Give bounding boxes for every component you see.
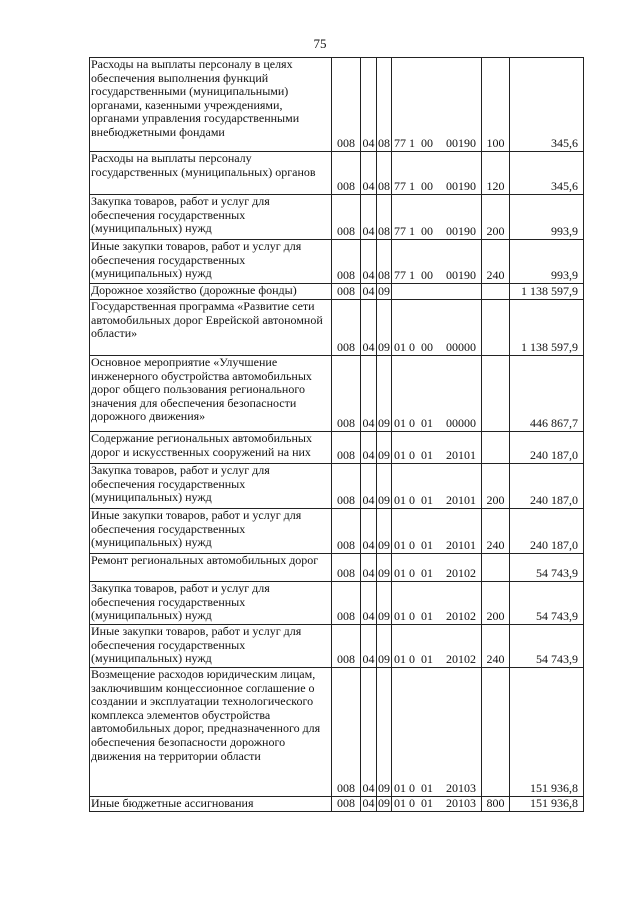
amount: 54 743,9	[510, 625, 584, 668]
ministry-code: 008	[332, 464, 361, 509]
program-code-part: 00190	[446, 179, 476, 194]
section-code: 04	[362, 796, 375, 811]
program-code-part: 0	[409, 538, 415, 553]
amount: 54 743,9	[510, 582, 584, 625]
program-code-part: 00	[421, 340, 433, 355]
program-code-part: 00190	[446, 224, 476, 239]
expense-type-code: 800	[482, 797, 510, 812]
table-body	[90, 58, 584, 812]
program-code	[392, 356, 482, 432]
subsection-code: 08	[377, 58, 392, 152]
program-code	[392, 464, 482, 509]
expense-type-code: 240	[482, 509, 510, 554]
subsection-code: 09	[378, 796, 390, 811]
table-row	[90, 195, 584, 240]
expense-type-code	[482, 668, 510, 797]
program-code-part: 20103	[446, 796, 476, 811]
ministry-code: 008	[332, 582, 361, 625]
program-code-part: 20101	[446, 448, 476, 463]
program-code	[392, 797, 482, 812]
amount: 240 187,0	[510, 509, 584, 554]
section-code: 04	[361, 240, 377, 284]
program-code-part: 01	[394, 493, 406, 508]
program-code-part: 01	[394, 416, 406, 431]
row-name: Содержание региональных автомобильных дорог и искусственных сооружений на них	[90, 432, 332, 464]
ministry-code: 008	[332, 152, 361, 195]
program-code-part: 0	[409, 493, 415, 508]
row-name: Ремонт региональных автомобильных дорог	[90, 554, 332, 582]
program-code-part: 01	[421, 493, 433, 508]
expense-type-code: 200	[482, 195, 510, 240]
section-code: 04	[361, 464, 377, 509]
amount: 993,9	[510, 195, 584, 240]
subsection-code: 09	[377, 356, 392, 432]
section-code: 04	[361, 554, 377, 582]
table-row	[90, 356, 584, 432]
ministry-code: 008	[332, 240, 361, 284]
program-code-part: 20101	[446, 538, 476, 553]
program-code-part: 01	[421, 609, 433, 624]
table-row	[90, 284, 584, 300]
amount: 993,9	[510, 240, 584, 284]
program-code	[392, 432, 482, 464]
expense-type-code: 240	[482, 240, 510, 284]
program-code	[392, 58, 482, 152]
program-code-part: 20103	[446, 781, 476, 796]
section-code: 04	[361, 356, 377, 432]
row-name: Закупка товаров, работ и услуг для обеспечения государственных (муниципальных) нужд	[90, 195, 332, 240]
expense-type-code: 120	[482, 152, 510, 195]
ministry-code: 008	[332, 284, 361, 300]
subsection-code: 09	[377, 668, 392, 797]
table-row	[90, 58, 584, 152]
program-code-part: 0	[409, 566, 415, 581]
expense-type-code	[482, 432, 510, 464]
section-code: 04	[361, 195, 377, 240]
program-code-part: 1	[409, 268, 415, 283]
amount: 151 936,8	[510, 797, 584, 812]
subsection-code: 08	[377, 152, 392, 195]
table-row	[90, 432, 584, 464]
amount: 446 867,7	[510, 356, 584, 432]
expense-type-code	[482, 300, 510, 356]
table-row	[90, 300, 584, 356]
amount: 151 936,8	[510, 668, 584, 797]
program-code-part: 00000	[446, 340, 476, 355]
row-name: Расходы на выплаты персоналу государственных (муниципальных) органов	[90, 152, 332, 195]
program-code-part: 00	[421, 224, 433, 239]
program-code-part: 01	[421, 538, 433, 553]
program-code-part: 01	[421, 448, 433, 463]
table-row	[90, 554, 584, 582]
subsection-code: 08	[377, 195, 392, 240]
budget-table	[89, 57, 584, 812]
section-code: 04	[361, 58, 377, 152]
amount: 54 743,9	[510, 554, 584, 582]
program-code-part: 01	[394, 781, 406, 796]
ministry-code: 008	[332, 554, 361, 582]
table-row	[90, 509, 584, 554]
expense-type-code: 200	[482, 582, 510, 625]
program-code-part: 01	[394, 538, 406, 553]
ministry-code: 008	[332, 509, 361, 554]
subsection-code: 09	[377, 432, 392, 464]
expense-type-code: 240	[482, 625, 510, 668]
program-code-part: 01	[394, 566, 406, 581]
program-code-part: 77	[394, 268, 406, 283]
program-code	[392, 554, 482, 582]
program-code-part: 0	[409, 448, 415, 463]
section-code: 04	[361, 300, 377, 356]
amount: 345,6	[510, 58, 584, 152]
ministry-code: 008	[332, 432, 361, 464]
expense-type-code	[482, 284, 510, 300]
program-code-part: 01	[394, 448, 406, 463]
amount: 240 187,0	[510, 464, 584, 509]
expense-type-code: 200	[482, 464, 510, 509]
program-code-part: 01	[394, 340, 406, 355]
expense-type-code: 100	[482, 58, 510, 152]
program-code-part: 00190	[446, 268, 476, 283]
amount: 1 138 597,9	[510, 284, 584, 300]
section-code: 04	[361, 668, 377, 797]
row-name: Иные бюджетные ассигнования	[90, 797, 332, 812]
program-code-part: 77	[394, 224, 406, 239]
program-code-part: 01	[421, 781, 433, 796]
program-code-part: 0	[409, 796, 415, 811]
row-name: Иные закупки товаров, работ и услуг для обеспечения государственных (муниципальных) нужд	[90, 240, 332, 284]
row-name: Дорожное хозяйство (дорожные фонды)	[90, 284, 332, 300]
ministry-code: 008	[332, 668, 361, 797]
program-code	[392, 240, 482, 284]
subsection-code: 09	[377, 464, 392, 509]
row-name: Расходы на выплаты персоналу в целях обеспечения выполнения функций государственными (муниципальными) органами, казенными учреждениями, органами управления государственными внебюджетными фондами	[90, 58, 332, 152]
program-code-part: 00000	[446, 416, 476, 431]
row-name: Возмещение расходов юридическим лицам, заключившим концессионное соглашение о создании и эксплуатации технологического комплекса элементов обустройства автомобильных дорог, предназначенного для обеспечения безопасности дорожного движения на территории области	[90, 668, 332, 797]
ministry-code: 008	[332, 356, 361, 432]
subsection-code: 09	[377, 625, 392, 668]
amount: 345,6	[510, 152, 584, 195]
program-code-part: 00	[421, 179, 433, 194]
program-code-part: 01	[421, 566, 433, 581]
program-code-part: 20102	[446, 566, 476, 581]
table-row	[90, 240, 584, 284]
program-code	[392, 625, 482, 668]
subsection-code: 09	[377, 509, 392, 554]
table-row	[90, 625, 584, 668]
program-code-part: 00	[421, 268, 433, 283]
program-code-part: 77	[394, 136, 406, 151]
section-code: 04	[362, 284, 375, 299]
ministry-code: 008	[332, 625, 361, 668]
amount: 240 187,0	[510, 432, 584, 464]
program-code-part: 0	[409, 652, 415, 667]
ministry-code: 008	[332, 58, 361, 152]
program-code-part: 0	[409, 416, 415, 431]
amount: 1 138 597,9	[510, 300, 584, 356]
program-code-part: 0	[409, 781, 415, 796]
program-code	[392, 582, 482, 625]
row-name: Закупка товаров, работ и услуг для обеспечения государственных (муниципальных) нужд	[90, 582, 332, 625]
program-code	[392, 509, 482, 554]
program-code	[392, 284, 482, 300]
table-row	[90, 797, 584, 812]
row-name: Основное мероприятие «Улучшение инженерного обустройства автомобильных дорог общего пользования регионального значения для обеспечения безопасности дорожного движения»	[90, 356, 332, 432]
program-code-part: 01	[394, 796, 406, 811]
section-code: 04	[361, 509, 377, 554]
section-code: 04	[361, 152, 377, 195]
program-code-part: 0	[409, 609, 415, 624]
program-code	[392, 152, 482, 195]
page-number: 75	[313, 36, 327, 51]
program-code	[392, 195, 482, 240]
program-code-part: 01	[394, 652, 406, 667]
program-code-part: 00	[421, 136, 433, 151]
program-code-part: 01	[421, 652, 433, 667]
subsection-code: 08	[377, 240, 392, 284]
expense-type-code	[482, 554, 510, 582]
row-name: Иные закупки товаров, работ и услуг для обеспечения государственных (муниципальных) нужд	[90, 509, 332, 554]
ministry-code: 008	[332, 300, 361, 356]
ministry-code: 008	[332, 195, 361, 240]
program-code-part: 20102	[446, 609, 476, 624]
subsection-code: 09	[377, 554, 392, 582]
program-code-part: 1	[409, 136, 415, 151]
program-code	[392, 300, 482, 356]
subsection-code: 09	[377, 300, 392, 356]
program-code-part: 20101	[446, 493, 476, 508]
program-code-part: 00190	[446, 136, 476, 151]
program-code-part: 77	[394, 179, 406, 194]
table-row	[90, 152, 584, 195]
row-name: Закупка товаров, работ и услуг для обеспечения государственных (муниципальных) нужд	[90, 464, 332, 509]
section-code: 04	[361, 625, 377, 668]
subsection-code: 09	[378, 284, 390, 299]
row-name: Государственная программа «Развитие сети автомобильных дорог Еврейской автономной области»	[90, 300, 332, 356]
subsection-code: 09	[377, 582, 392, 625]
program-code-part: 1	[409, 179, 415, 194]
section-code: 04	[361, 432, 377, 464]
program-code-part: 01	[421, 416, 433, 431]
expense-type-code	[482, 356, 510, 432]
table-row	[90, 464, 584, 509]
program-code	[392, 668, 482, 797]
program-code-part: 01	[421, 796, 433, 811]
program-code-part: 1	[409, 224, 415, 239]
ministry-code: 008	[332, 797, 361, 812]
program-code-part: 20102	[446, 652, 476, 667]
table-row	[90, 582, 584, 625]
program-code-part: 0	[409, 340, 415, 355]
row-name: Иные закупки товаров, работ и услуг для обеспечения государственных (муниципальных) нужд	[90, 625, 332, 668]
section-code: 04	[361, 582, 377, 625]
program-code-part: 01	[394, 609, 406, 624]
table-row	[90, 668, 584, 797]
